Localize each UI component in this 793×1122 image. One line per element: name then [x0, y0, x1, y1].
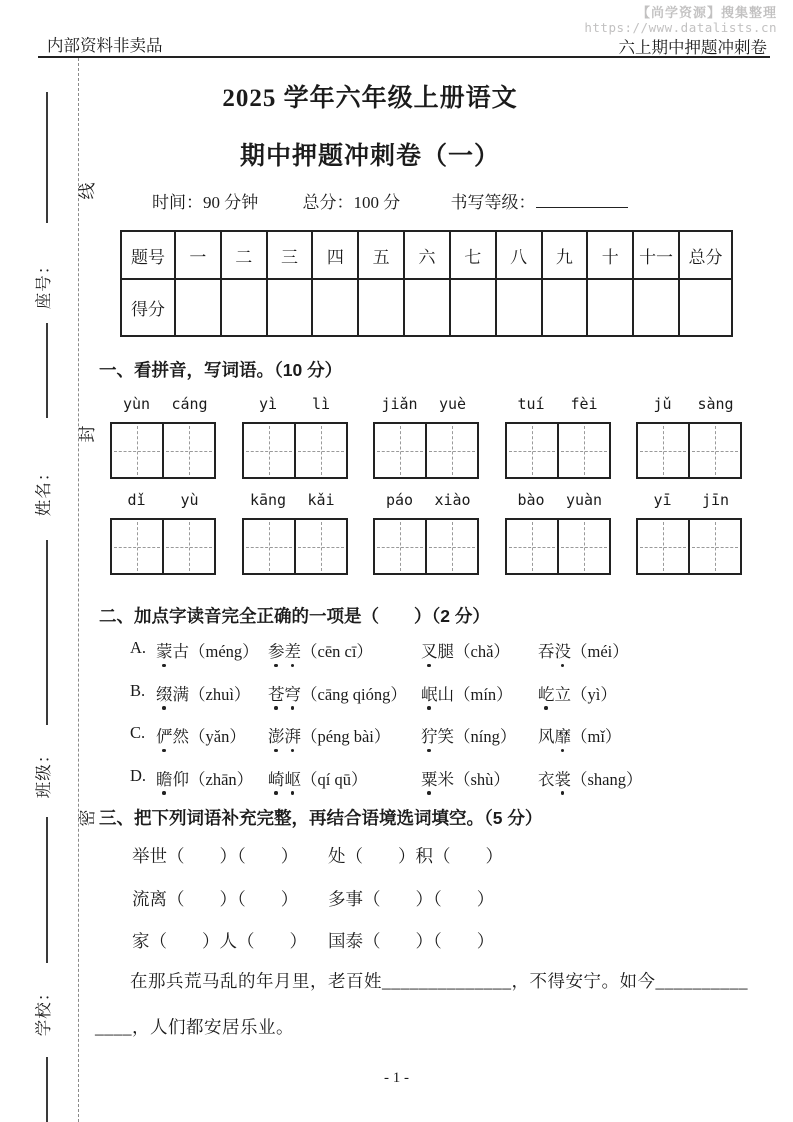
option-item [156, 638, 268, 662]
paper-title-line2: 期中押题冲刺卷（一） [239, 143, 500, 170]
phrase-row [132, 928, 503, 971]
option-item [421, 723, 538, 747]
section2-heading: 二、加点字读音完全正确的一项是（ ）（2 分） [99, 606, 490, 626]
option-item [156, 766, 268, 790]
pinyin-syllable: yùn [122, 395, 151, 413]
option-word [421, 770, 454, 789]
word-char: 吞 [538, 642, 555, 661]
option-item [538, 766, 643, 790]
writing-grid-box [242, 518, 348, 575]
page-number: - 1 - [384, 1070, 409, 1086]
word-char: 古 [172, 642, 189, 661]
paper-title-line1: 2025 学年六年级上册语文 [222, 85, 518, 112]
writing-grid-box [242, 422, 348, 479]
header-left-text: 内部资料非卖品 [47, 36, 163, 55]
writing-grid-cell [244, 424, 294, 477]
option-pinyin: （shù） [454, 769, 510, 789]
pinyin-group [505, 491, 611, 509]
word-char: 瞻 [156, 769, 173, 789]
writing-grid-row-1 [110, 422, 742, 479]
option-label: A. [130, 638, 147, 657]
time-label: 时间：90 分钟 [152, 193, 259, 212]
pinyin-syllable: kāng [249, 491, 287, 509]
score-table-question-number: 总分 [679, 231, 732, 279]
score-table-empty-cell [175, 279, 221, 336]
word-char: 岷 [421, 684, 438, 704]
pinyin-group [242, 491, 348, 509]
writing-grid-cell [244, 520, 294, 573]
score-table-empty-cell [542, 279, 588, 336]
score-table-question-number: 六 [404, 231, 450, 279]
class-blank-line [46, 540, 48, 725]
pinyin-syllable: jǔ [653, 395, 672, 413]
writing-grid-cell [112, 424, 162, 477]
word-char: 缀 [156, 684, 173, 704]
score-table-empty-cell [312, 279, 358, 336]
score-table-empty-cell [221, 279, 267, 336]
writing-grid-cell [638, 520, 688, 573]
pinyin-syllable: fèi [570, 395, 598, 413]
pinyin-syllable: yuàn [565, 491, 603, 509]
option-item [421, 681, 538, 705]
score-table-question-number: 二 [221, 231, 267, 279]
option-word [156, 642, 189, 661]
meta-line [152, 188, 628, 213]
watermark-source-text: 【尚学资源】搜集整理 [636, 5, 777, 20]
option-word [538, 685, 571, 704]
writing-grid-cell [294, 520, 346, 573]
pinyin-row-1 [110, 395, 742, 413]
phrase-blank: 家（ ）人（ ） [132, 931, 307, 951]
option-pinyin: （zhān） [189, 769, 254, 789]
phrase-blank: 举世（ ）（ ） [132, 846, 299, 866]
option-row [130, 681, 643, 724]
school-blank-line-2 [46, 1057, 48, 1122]
option-row [130, 723, 643, 766]
word-char: 崎 [268, 769, 285, 789]
option-word [268, 642, 301, 661]
writing-grade-label: 书写等级： [450, 193, 536, 212]
pinyin-row-2 [110, 491, 742, 509]
section2-options [130, 638, 643, 808]
pinyin-group [110, 395, 216, 413]
writing-grid-cell [688, 424, 740, 477]
pinyin-syllable: lì [311, 395, 331, 413]
option-word [156, 770, 189, 789]
option-item [538, 723, 621, 747]
score-table-question-number: 十 [587, 231, 633, 279]
score-table-empty-cell [358, 279, 404, 336]
pinyin-syllable: páo [385, 491, 414, 509]
seat-number-label: 座号： [34, 256, 53, 310]
name-label: 姓名： [34, 463, 53, 517]
word-char: 屹 [538, 684, 555, 704]
score-table-empty-cell [496, 279, 542, 336]
option-word [156, 685, 189, 704]
pinyin-syllable: dǐ [127, 491, 146, 509]
pinyin-syllable: sàng [697, 395, 734, 413]
watermark-url-text: https://www.datalists.cn [584, 19, 777, 35]
score-table-header-row [121, 231, 732, 279]
score-table-question-number: 九 [542, 231, 588, 279]
option-pinyin: （cāng qióng） [301, 684, 407, 704]
option-pinyin: （mǐ） [571, 727, 622, 746]
option-word [421, 727, 454, 746]
score-table-row-label: 题号 [121, 231, 175, 279]
score-table-question-number: 七 [450, 231, 496, 279]
writing-grade-blank [536, 193, 628, 208]
pinyin-syllable: yī [653, 491, 672, 509]
word-char: 澎 [268, 727, 285, 746]
option-item [538, 638, 629, 662]
school-label: 学校： [34, 983, 53, 1037]
seat-number-blank-line [46, 92, 48, 223]
writing-grid-box [110, 518, 216, 575]
phrase-blank: 处（ ）积（ ） [328, 846, 503, 866]
pinyin-group [110, 491, 216, 509]
pinyin-syllable: yù [180, 491, 199, 509]
header-rule [38, 56, 770, 58]
score-table-question-number: 五 [358, 231, 404, 279]
option-item [268, 638, 421, 662]
word-char: 狞 [421, 727, 438, 746]
phrase-row [132, 843, 503, 886]
option-item [421, 638, 538, 662]
writing-grid-box [636, 422, 742, 479]
score-table-question-number: 十一 [633, 231, 679, 279]
pinyin-group [373, 491, 479, 509]
option-row [130, 766, 643, 809]
option-item [268, 723, 421, 747]
writing-grid-box [110, 422, 216, 479]
word-char: 腿 [437, 642, 454, 661]
section3-paragraph-line1: 在那兵荒马乱的年月里，老百姓______________，不得安宁。如今__________ [130, 971, 748, 991]
pinyin-syllable: xiào [434, 491, 471, 509]
school-blank-line [46, 817, 48, 963]
option-label: D. [130, 765, 147, 785]
writing-grid-cell [638, 424, 688, 477]
word-char: 立 [554, 684, 571, 704]
option-word [538, 642, 571, 661]
option-word [268, 770, 301, 789]
option-pinyin: （méng） [189, 642, 259, 661]
word-char: 仰 [172, 769, 189, 789]
option-pinyin: （chǎ） [454, 642, 510, 661]
word-char: 苍 [268, 684, 285, 704]
option-word [268, 685, 301, 704]
pinyin-syllable: yuè [438, 395, 467, 413]
word-char: 蒙 [156, 642, 173, 661]
option-word [421, 642, 454, 661]
writing-grid-row-2 [110, 518, 742, 575]
phrase-blank: 多事（ ）（ ） [328, 888, 495, 909]
score-table-empty-cell [587, 279, 633, 336]
word-char: 岖 [284, 769, 301, 789]
writing-grid-cell [507, 520, 557, 573]
option-pinyin: （mín） [454, 684, 513, 704]
score-table-question-number: 三 [267, 231, 313, 279]
writing-grid-cell [162, 424, 214, 477]
writing-grid-box [373, 518, 479, 575]
word-char: 差 [284, 642, 301, 661]
score-table-question-number: 四 [312, 231, 358, 279]
score-table-empty-cell [450, 279, 496, 336]
name-blank-line [46, 323, 48, 418]
word-char: 笑 [437, 727, 454, 746]
option-pinyin: （yǎn） [189, 727, 246, 746]
writing-grid-box [505, 518, 611, 575]
word-char: 满 [172, 684, 189, 704]
writing-grid-cell [557, 424, 609, 477]
writing-grid-cell [425, 520, 477, 573]
word-char: 裳 [554, 769, 571, 789]
phrase-row [132, 886, 503, 929]
writing-grid-cell [507, 424, 557, 477]
option-item [268, 766, 421, 790]
pinyin-group [373, 395, 479, 413]
option-pinyin: （méi） [571, 642, 629, 661]
option-word [538, 770, 571, 789]
option-item [421, 766, 538, 790]
option-word [538, 727, 571, 746]
total-score-label: 总分：100 分 [302, 193, 401, 212]
score-table-empty-cell [633, 279, 679, 336]
writing-grid-cell [375, 424, 425, 477]
section3-phrase-blanks [132, 843, 503, 971]
score-table [120, 230, 733, 337]
phrase-blank: 流离（ ）（ ） [132, 888, 299, 909]
writing-grid-box [505, 422, 611, 479]
word-char: 粟 [421, 769, 438, 789]
seal-dashed-line [78, 58, 79, 1122]
writing-grid-box [636, 518, 742, 575]
option-item [156, 723, 268, 747]
score-table-question-number: 一 [175, 231, 221, 279]
option-item [156, 681, 268, 705]
option-label: B. [130, 680, 146, 700]
option-word [156, 727, 189, 746]
option-item [268, 681, 421, 705]
score-table-row-label: 得分 [121, 279, 175, 336]
class-label: 班级： [34, 745, 53, 799]
writing-grid-cell [557, 520, 609, 573]
word-char: 穹 [284, 684, 301, 704]
word-char: 然 [172, 727, 189, 746]
section3-paragraph-line2: ____，人们都安居乐业。 [95, 1017, 294, 1037]
phrase-blank: 国泰（ ）（ ） [328, 931, 495, 951]
word-char: 风 [538, 727, 555, 746]
option-pinyin: （yì） [571, 684, 617, 704]
option-pinyin: （zhuì） [189, 684, 251, 704]
score-table-score-row [121, 279, 732, 336]
pinyin-syllable: jiǎn [381, 395, 418, 413]
writing-grid-cell [294, 424, 346, 477]
pinyin-syllable: kǎi [307, 491, 335, 509]
writing-grid-cell [425, 424, 477, 477]
option-word [268, 727, 301, 746]
pinyin-group [242, 395, 348, 413]
word-char: 米 [437, 769, 454, 789]
pinyin-group [505, 395, 611, 413]
pinyin-group [636, 395, 742, 413]
writing-grid-box [373, 422, 479, 479]
writing-grid-cell [112, 520, 162, 573]
watermark [584, 6, 777, 35]
pinyin-group [636, 491, 742, 509]
writing-grid-cell [688, 520, 740, 573]
pinyin-syllable: cáng [171, 395, 208, 413]
score-table-empty-cell [679, 279, 732, 336]
option-word [421, 685, 454, 704]
pinyin-syllable: bào [517, 491, 545, 509]
option-row [130, 638, 643, 681]
option-pinyin: （shang） [571, 769, 643, 789]
writing-grid-cell [162, 520, 214, 573]
seal-char-mi: 密 [78, 809, 97, 827]
option-label: C. [130, 723, 146, 742]
option-pinyin: （péng bài） [301, 727, 391, 746]
option-pinyin: （níng） [454, 727, 517, 746]
section3-heading: 三、把下列词语补充完整，再结合语境选词填空。（5 分） [99, 808, 543, 828]
word-char: 参 [268, 642, 285, 661]
option-pinyin: （cēn cī） [301, 642, 373, 661]
score-table-empty-cell [404, 279, 450, 336]
word-char: 山 [437, 684, 454, 704]
word-char: 靡 [554, 727, 571, 746]
word-char: 湃 [284, 727, 301, 746]
section1-heading: 一、看拼音，写词语。（10 分） [99, 360, 343, 380]
seal-char-xian: 线 [78, 182, 97, 200]
header-right-text: 六上期中押题冲刺卷 [618, 38, 767, 57]
score-table-empty-cell [267, 279, 313, 336]
seal-char-feng: 封 [78, 425, 97, 443]
pinyin-syllable: yì [258, 395, 278, 413]
option-item [538, 681, 617, 705]
word-char: 叉 [421, 642, 438, 661]
score-table-question-number: 八 [496, 231, 542, 279]
word-char: 俨 [156, 727, 173, 746]
pinyin-syllable: tuí [517, 395, 545, 413]
writing-grid-cell [375, 520, 425, 573]
word-char: 没 [554, 642, 571, 661]
pinyin-syllable: jīn [701, 491, 730, 509]
option-pinyin: （qí qū） [301, 769, 368, 789]
word-char: 衣 [538, 769, 555, 789]
